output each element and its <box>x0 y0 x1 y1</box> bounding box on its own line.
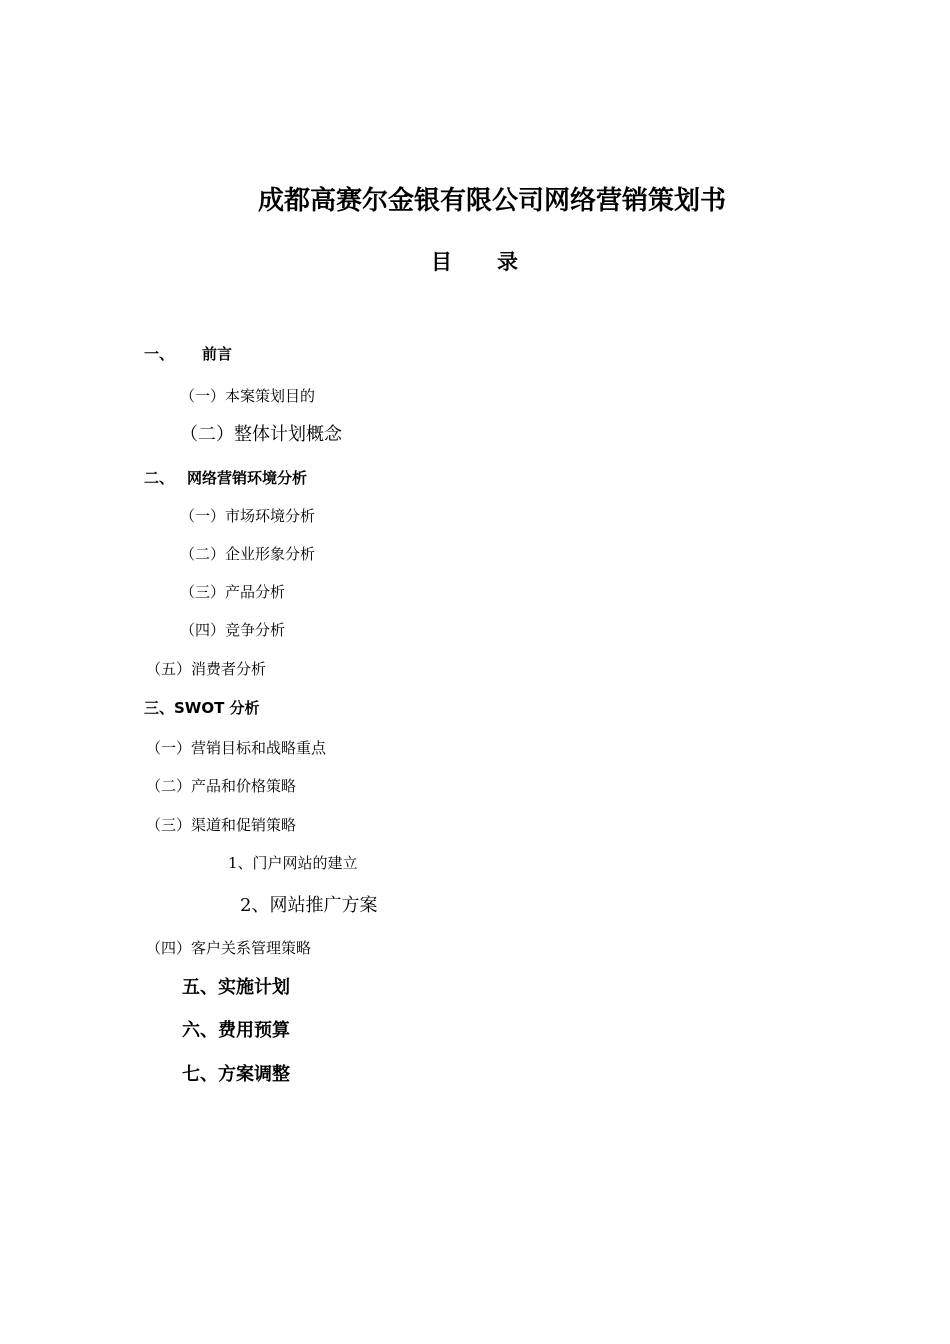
toc-section-1-label: 前言 <box>202 345 233 363</box>
toc-section-6: 六、费用预算 <box>182 1020 290 1041</box>
toc-section-1 <box>144 344 232 364</box>
toc-item-2-4: （四）竞争分析 <box>180 621 286 639</box>
toc-item-3-3-1: 1、门户网站的建立 <box>228 854 358 872</box>
toc-item-2-1: （一）市场环境分析 <box>180 507 316 525</box>
toc-item-1-2: （二）整体计划概念 <box>180 424 342 445</box>
toc-item-2-2: （二）企业形象分析 <box>180 545 316 563</box>
toc-heading-left: 目 <box>431 250 452 274</box>
toc-item-2-3: （三）产品分析 <box>180 583 286 601</box>
toc-item-2-5: （五）消费者分析 <box>146 660 267 678</box>
toc-section-2 <box>144 468 307 488</box>
toc-item-3-3: （三）渠道和促销策略 <box>146 816 297 834</box>
document-title: 成都高赛尔金银有限公司网络营销策划书 <box>258 186 727 216</box>
toc-section-1-number: 一、 <box>144 345 175 363</box>
toc-item-3-2: （二）产品和价格策略 <box>146 777 297 795</box>
toc-item-1-1: （一）本案策划目的 <box>180 387 316 405</box>
toc-section-3: 三、SWOT 分析 <box>144 699 260 717</box>
toc-section-7: 七、方案调整 <box>182 1064 290 1085</box>
toc-item-3-4: （四）客户关系管理策略 <box>146 939 312 957</box>
toc-section-2-number: 二、 <box>144 469 175 487</box>
toc-heading-right: 录 <box>497 250 518 274</box>
toc-item-3-3-2: 2、网站推广方案 <box>240 895 378 916</box>
toc-section-5: 五、实施计划 <box>182 977 290 998</box>
toc-item-3-1: （一）营销目标和战略重点 <box>146 739 327 757</box>
toc-section-2-label: 网络营销环境分析 <box>187 469 308 487</box>
